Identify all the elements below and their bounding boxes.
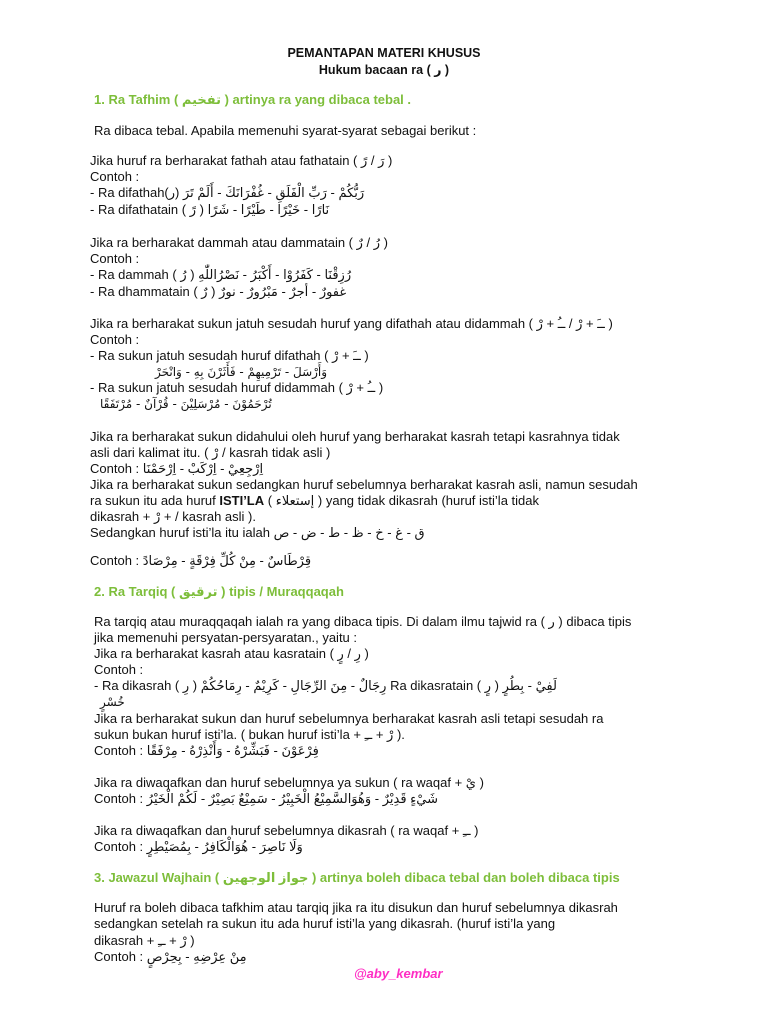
example-line: Contoh : شَيْءٍ قَدِيْرٌ - وَهُوَالسَّمِيْعُ الْخَبِيْرُ - سَمِيْعٌ بَصِيْرٌ - لَكُمْ الْخَيْرُ xyxy=(94,791,438,806)
rule-kasrah: Jika ra berharakat kasrah atau kasratain ( رِ / رٍ ) xyxy=(94,646,369,661)
example-line: - Ra dammah ( رُ ) رُزِقْنَا - كَفَرُوْا - أَكْبَرُ - نَصْرُاللّٰهِ xyxy=(90,267,352,282)
page-subtitle: Hukum bacaan ra ( ر ) xyxy=(318,63,450,77)
footer-credit: @aby_kembar xyxy=(354,966,443,981)
rule-jawazul: Huruf ra boleh dibaca tafkhim atau tarqiq jika ra itu disukun dan huruf sebelumnya dikasrah xyxy=(94,900,618,915)
rule-waqaf-kasrah: Jika ra diwaqafkan dan huruf sebelumnya dikasrah ( ra waqaf + ــِ ) xyxy=(94,823,479,838)
example-line: Contoh : فِرْعَوْنَ - فَبَشِّرْهُ - وَأَنْذِرْهُ - مِرْفَقًا xyxy=(94,743,319,758)
contoh-label: Contoh : xyxy=(90,169,140,184)
rule-kasrah-tidak-asli-2: asli dari kalimat itu. ( رْ / kasrah tidak asli ) xyxy=(90,445,331,460)
example-arabic: خُسْرٍ xyxy=(100,695,125,709)
example-line: Contoh : قِرْطَاسٌ - مِنْ كُلِّ فِرْقَةٍ - مِرْصَادً xyxy=(90,553,312,568)
section-2-intro-2: jika memenuhi persyatan-persyaratan., yaitu : xyxy=(94,630,358,645)
contoh-label: Contoh : xyxy=(94,662,144,677)
example-line: - Ra dhammatain ( رٌ ) غفورٌ - أجرٌ - مَبْرُورٌ - نورٌ xyxy=(90,284,347,299)
rule-jawazul-2: sedangkan setelah ra sukun itu ada huruf isti’la yang dikasrah. (huruf isti’la yang xyxy=(94,916,556,931)
example-line: - Ra difathatain ( رً ) نَارًا - خَيْرًا - طَيْرًا - شَرًا xyxy=(90,202,330,217)
section-1-intro: Ra dibaca tebal. Apabila memenuhi syarat-syarat sebagai berikut : xyxy=(94,123,477,138)
rule-waqaf-ya: Jika ra diwaqafkan dan huruf sebelumnya ya sukun ( ra waqaf + يْ ) xyxy=(94,775,484,790)
section-1-heading: 1. Ra Tafhim ( تفخيم ) artinya ra yang dibaca tebal . xyxy=(94,92,412,107)
example-label: - Ra sukun jatuh sesudah huruf didammah ( ــُ + رْ ) xyxy=(90,380,384,395)
section-2-intro: Ra tarqiq atau muraqqaqah ialah ra yang dibaca tipis. Di dalam ilmu tajwid ra ( ر ) dibaca tipis xyxy=(94,614,632,629)
example-arabic: تُرْحَمُوْنَ - مُرْسَلِيْنَ - قُرْآنٌ - مُرْتَفَقًا xyxy=(100,397,272,411)
rule-jawazul-3: dikasrah + رْ + ــِ ) xyxy=(94,933,195,948)
rule-sukun-kasrah-asli: Jika ra berharakat sukun dan huruf sebelumnya berharakat kasrah asli tetapi sesudah ra xyxy=(94,711,604,726)
rule-sukun-kasrah-asli-2: sukun bukan huruf isti’la. ( bukan huruf isti’la + رْ + ــِ ). xyxy=(94,727,405,742)
rule-sukun: Jika ra berharakat sukun jatuh sesudah huruf yang difathah atau didammah ( ــَ + رْ / ــُ + رْ ) xyxy=(90,316,613,331)
example-line: - Ra dikasrah ( رِ ) رِجَالٌ - مِنَ الرِّجَالِ - كَرِيْمٌ - رِمَاحُكُمْ Ra dikasratain ( رٍ ) لَفِيْ - بِطُرٍ xyxy=(94,678,557,693)
rule-istila-3: dikasrah + رْ + / kasrah asli ). xyxy=(90,509,256,524)
istila-letters: Sedangkan huruf isti’la itu ialah ق - غ - خ - ظ - ط - ض - ص xyxy=(90,525,425,540)
rule-fathah: Jika huruf ra berharakat fathah atau fathatain ( رَ / رً ) xyxy=(90,153,393,168)
section-2-heading: 2. Ra Tarqiq ( ترقيق ) tipis / Muraqqaqah xyxy=(94,584,344,599)
example-arabic: وَأَرْسَلَ - تَرْمِيهِمْ - فَأَثَرْنَ بِهِ - وَانْحَرْ xyxy=(155,365,328,379)
rule-kasrah-tidak-asli: Jika ra berharakat sukun didahului oleh huruf yang berharakat kasrah tetapi kasrahnya tidak xyxy=(90,429,620,444)
rule-istila: Jika ra berharakat sukun sedangkan huruf sebelumnya berharakat kasrah asli, namun sesudah xyxy=(90,477,638,492)
example-line: - Ra difathah(ر) رَبُّكُمْ - رَبِّ الْفَلَقِ - غُفْرَانَكَ - أَلَمْ تَرَ xyxy=(90,185,365,200)
page-title: PEMANTAPAN MATERI KHUSUS xyxy=(287,46,481,60)
section-3-heading: 3. Jawazul Wajhain ( جواز الوجهين ) artinya boleh dibaca tebal dan boleh dibaca tipis xyxy=(94,870,620,885)
example-label: - Ra sukun jatuh sesudah huruf difathah ( ــَ + رْ ) xyxy=(90,348,369,363)
contoh-label: Contoh : xyxy=(90,332,140,347)
example-line: Contoh : مِنْ عِرْضِهِ - بِحِرْصٍ xyxy=(94,949,247,964)
rule-dammah: Jika ra berharakat dammah atau dammatain ( رُ / رٌ ) xyxy=(90,235,388,250)
contoh-label: Contoh : xyxy=(90,251,140,266)
example-line: Contoh : وَلَا نَاصِرَ - هُوَالْكَافِرُ - بِمُصَيْطِرٍ xyxy=(94,839,303,854)
example-line: Contoh : اِرْجِعِيْ - اِرْكَبْ - اِرْحَمْنَا xyxy=(90,461,264,476)
rule-istila-2: ra sukun itu ada huruf ISTI’LA ( إستعلاء ) yang tidak dikasrah (huruf isti’la tidak xyxy=(90,493,539,508)
